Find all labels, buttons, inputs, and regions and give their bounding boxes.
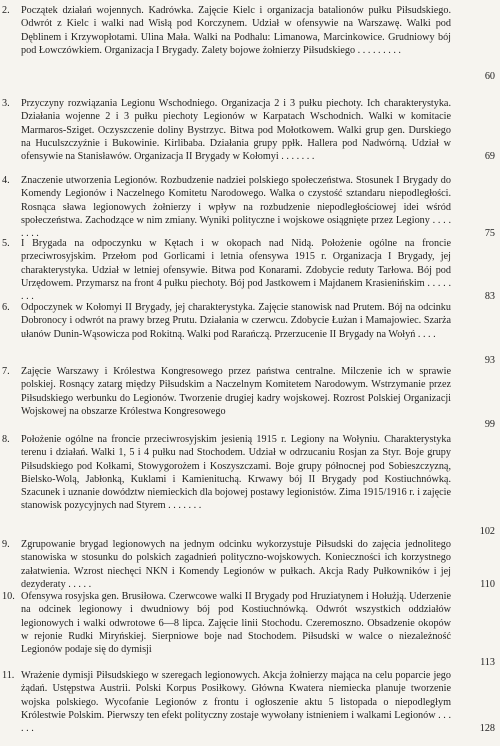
toc-entry-text: Początek działań wojennych. Kadrówka. Zajęcie Kielc i organizacja batalionów pułku Piłsudskiego. Odwrót z Kielc i walki nad Wisłą pod Korczynem. Udział w ofensywie na Warszawę. Walki pod Dęblinem i Krzywopłotami. Ulina Mała. Walki na Podhalu: Limanowa, Marcinkowice. Grudniowy bój pod Łowczówkiem. Organizacja I Brygady. Zalety bojowe żołnierzy Piłsudskiego . . . . . . . . . [21, 5, 451, 56]
toc-entry-text: Położenie ogólne na froncie przeciwrosyjskim jesienią 1915 r. Legiony na Wołyniu. Charakterystyka terenu i działań. Walki 1, 5 i 4 pułku nad Stochodem. Udział w odrzucaniu Rosjan za Styr. Boje grupy Piłsudskiego pod Kołkami, Stowygorożem i Koszyszczami. Boje grupy północnej pod Sobieszczyzną, Bielsko-Wolą, Jabłonką, Kuklami i Kamienituchą. Krwawy bój II Brygady pod Kostiuchnówką. Szacunek i uznanie dowództw niemieckich dla bojowej postawy legionistów. Zima 1915/1916 r. i zajęcie stanowisk pozycyjnych nad Styrem . . . . . . . [21, 434, 451, 512]
toc-entry-number: 11. [2, 670, 15, 681]
toc-entry-number: 9. [2, 539, 10, 550]
toc-entry-page: 75 [484, 228, 495, 239]
toc-entry-page: 110 [480, 579, 495, 590]
toc-entry-number: 4. [2, 175, 10, 186]
toc-entry-number: 6. [2, 302, 10, 313]
toc-entry-number: 10. [2, 591, 15, 602]
toc-entry-text: Wrażenie dymisji Piłsudskiego w szeregach legionowych. Akcja żołnierzy mająca na celu poparcie jego żądań. Ustępstwa Austrii. Polski Korpus Posiłkowy. Główna Kwatera niemiecka planuje tworzenie wojska polskiego. Wycofanie Legionów z frontu i ogłoszenie aktu 5 listopada o niepodległym Królestwie Polskim. Pierwszy ten efekt polityczny zostaje wywołany istnieniem i walkami Legionów . . . . . . [21, 670, 451, 735]
toc-entry-number: 3. [2, 98, 10, 109]
toc-entry-page: 69 [484, 151, 495, 162]
toc-entry-text: Ofensywa rosyjska gen. Brusiłowa. Czerwcowe walki II Brygady pod Hruziatynem i Hołużją. Uderzenie na odcinek legionowy i dwudniowy bój pod Kostiuchnówką. Odwrót wszystkich oddziałów legionowych i walki odwrotowe 6—8 lipca. Zajęcie linii Stochodu. Czeremoszno. Obsadzenie okopów w rejonie Rudki Miryńskiej. Sierpniowe boje nad Stochodem. Piłsudski w walce o niezależność Legionów podaje się do dymisji [21, 591, 451, 656]
toc-entry-page: 99 [484, 419, 495, 430]
toc-entry-text: Odpoczynek w Kołomyi II Brygady, jej charakterystyka. Zajęcie stanowisk nad Prutem. Bój na odcinku Dobronocy i odwrót na prawy brzeg Prutu. Działania w czerwcu. Zdobycie Łużan i Mamajowiec. Szarża ułanów Dunin-Wąsowicza pod Rokitną. Walki pod Rarańczą. Przerzucenie II Brygady na Wołyń . . . . [21, 302, 451, 340]
toc-entry-number: 7. [2, 366, 10, 377]
toc-entry-text: Zgrupowanie brygad legionowych na jednym odcinku wykorzystuje Piłsudski do zajęcia jednolitego stanowiska w stosunku do polskich zagadnień polityczno-wojskowych. Konieczności ich korzystnego załatwienia. Wzrost niechęci NKN i Komendy Legionów w pułkach. Akcja Rady Pułkowników i jej dezyderaty . . . . . [21, 539, 451, 590]
toc-entry-number: 2. [2, 5, 10, 16]
toc-entry-page: 83 [484, 291, 495, 302]
toc-entry-text: Znaczenie utworzenia Legionów. Rozbudzenie nadziei polskiego społeczeństwa. Stosunek I Brygady do Komendy Legionów i Naczelnego Komitetu Narodowego. Walka o czystość sztandaru niepodległości. Rosnąca sława legionowych żołnierzy i wpływ na rozbudzenie niepodległościowej idei wśród społeczeństwa. Zachodzące w nim zmiany. Wyniki polityczne i wojskowe osiągnięte przez Legiony . . . . . . . . [21, 175, 451, 240]
toc-entry-text: Przyczyny rozwiązania Legionu Wschodniego. Organizacja 2 i 3 pułku piechoty. Ich charakterystyka. Działania wojenne 2 i 3 pułku piechoty Legionów w Karpatach Wschodnich. Walki w komitacie Marmaros-Sziget. Oczyszczenie doliny Bystrzyc. Bitwa pod Mołotkowem. Walki grup gen. Durskiego na Huculszczyźnie i Bukowinie. Kirlibaba. Działania grupy ppłk. Hallera pod Nadwórną. Udział w ofensywie na Stanisławów. Organizacja II Brygady w Kołomyi . . . . . . . [21, 98, 451, 163]
toc-entry-page: 93 [484, 355, 495, 366]
toc-entry-page: 60 [484, 71, 495, 82]
toc-entry-number: 5. [2, 238, 10, 249]
toc-entry-text: I Brygada na odpoczynku w Kętach i w okopach nad Nidą. Położenie ogólne na froncie przeciwrosyjskim. Przełom pod Gorlicami i letnia ofensywa 1915 r. Organizacja I Brygady, jej charakterystyka. Udział w letniej ofensywie. Bitwa pod Konarami. Zdobycie reduty Tarłowa. Bój pod Urzędowem. Przymarsz na front 4 pułku piechoty. Bój pod Jastkowem i Majdanem Krasienińskim . . . . . . . . [21, 238, 451, 303]
toc-entry-page: 113 [480, 657, 495, 668]
toc-entry-number: 8. [2, 434, 10, 445]
toc-entry-page: 102 [479, 526, 495, 537]
toc-entry-page: 128 [479, 723, 495, 734]
toc-entry-text: Zajęcie Warszawy i Królestwa Kongresowego przez państwa centralne. Milczenie ich w sprawie polskiej. Rosnący zatarg między Piłsudskim a Naczelnym Komitetem Narodowym. Wstrzymanie przez Piłsudskiego werbunku do Legionów. Tworzenie drugiej kadry wojskowej. Rozrost Polskiej Organizacji Wojskowej na obszarze Królestwa Kongresowego [21, 366, 451, 417]
